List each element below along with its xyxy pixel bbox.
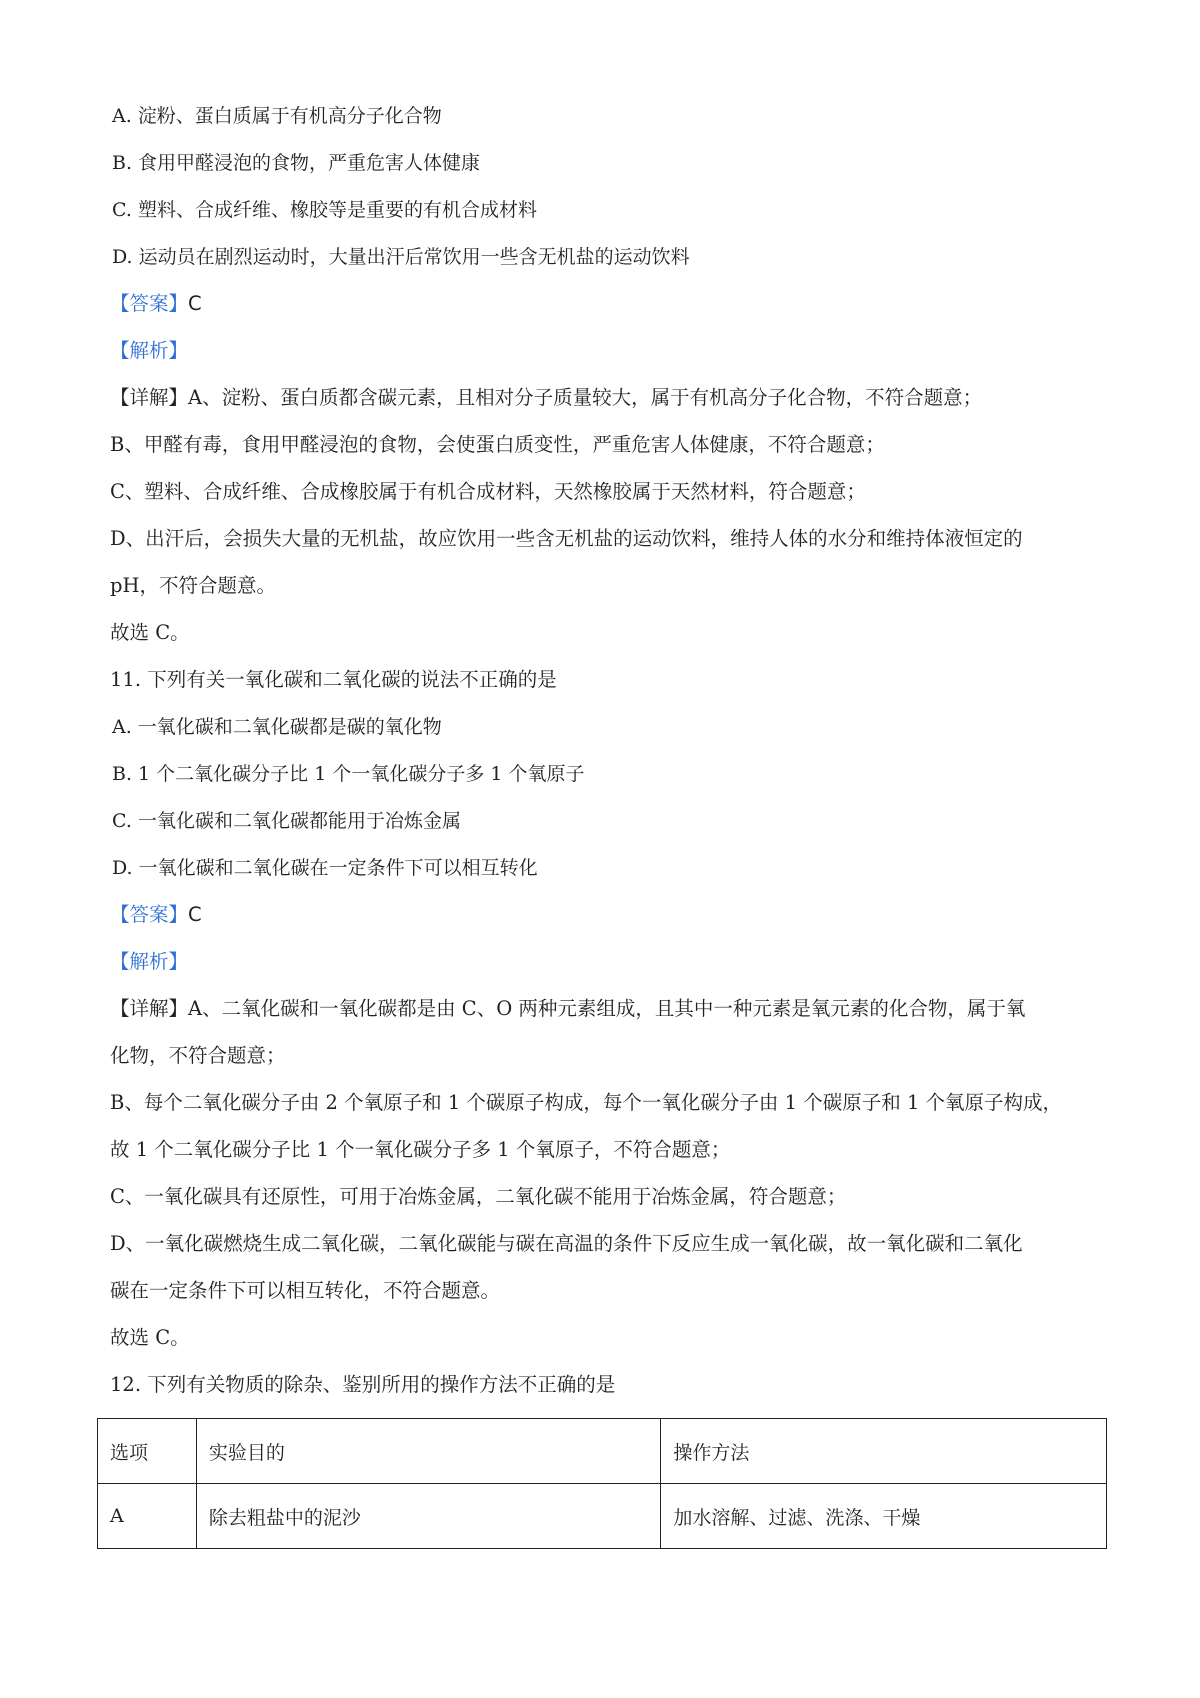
q10-option-c: C. 塑料、合成纤维、橡胶等是重要的有机合成材料 xyxy=(112,199,537,221)
q10-analysis-label: 【解析】 xyxy=(110,339,189,362)
q10-detail-line: C、塑料、合成纤维、合成橡胶属于有机合成材料，天然橡胶属于天然材料，符合题意； xyxy=(110,480,866,503)
detail-label: 【详解】 xyxy=(110,386,189,409)
q11-analysis-label: 【解析】 xyxy=(110,950,189,973)
table-cell: 除去粗盐中的泥沙 xyxy=(196,1484,661,1549)
table-row xyxy=(98,1484,1107,1549)
q10-detail-line: D、出汗后，会损失大量的无机盐，故应饮用一些含无机盐的运动饮料，维持人体的水分和维持体液恒定的 xyxy=(110,527,1023,550)
table-header-cell: 操作方法 xyxy=(661,1419,1107,1484)
q10-option-d: D. 运动员在剧烈运动时，大量出汗后常饮用一些含无机盐的运动饮料 xyxy=(112,246,690,268)
q11-option-a: A. 一氧化碳和二氧化碳都是碳的氧化物 xyxy=(112,716,442,738)
table-cell: 加水溶解、过滤、洗涤、干燥 xyxy=(661,1484,1107,1549)
q11-detail-line: C、一氧化碳具有还原性，可用于冶炼金属，二氧化碳不能用于冶炼金属，符合题意； xyxy=(110,1185,847,1208)
detail-label: 【详解】 xyxy=(110,997,189,1020)
table-header-cell: 实验目的 xyxy=(196,1419,661,1484)
q10-detail-line xyxy=(110,384,982,412)
q10-detail-line: B、甲醛有毒，食用甲醛浸泡的食物，会使蛋白质变性，严重危害人体健康，不符合题意； xyxy=(110,433,885,456)
answer-label: 【答案】 xyxy=(110,292,189,315)
q11-option-c: C. 一氧化碳和二氧化碳都能用于冶炼金属 xyxy=(112,810,461,832)
q11-detail-line: 化物，不符合题意； xyxy=(110,1044,286,1067)
q11-detail-line: 碳在一定条件下可以相互转化，不符合题意。 xyxy=(110,1279,501,1302)
table-header-cell: 选项 xyxy=(98,1419,197,1484)
q10-answer xyxy=(110,290,202,318)
q11-detail-line: 故 1 个二氧化碳分子比 1 个一氧化碳分子多 1 个氧原子，不符合题意； xyxy=(110,1138,731,1161)
q10-conclusion: 故选 C。 xyxy=(110,621,190,644)
q11-question: 11. 下列有关一氧化碳和二氧化碳的说法不正确的是 xyxy=(110,668,557,691)
q10-option-b: B. 食用甲醛浸泡的食物，严重危害人体健康 xyxy=(112,152,481,174)
q11-detail-line: D、一氧化碳燃烧生成二氧化碳，二氧化碳能与碳在高温的条件下反应生成一氧化碳，故一氧化碳和二氧化 xyxy=(110,1232,1023,1255)
answer-value: C xyxy=(188,292,202,315)
q10-option-a: A. 淀粉、蛋白质属于有机高分子化合物 xyxy=(112,105,442,127)
q10-detail-line: pH，不符合题意。 xyxy=(110,574,276,597)
answer-label: 【答案】 xyxy=(110,903,189,926)
q12-question: 12. 下列有关物质的除杂、鉴别所用的操作方法不正确的是 xyxy=(110,1373,616,1396)
answer-value: C xyxy=(188,903,202,926)
q11-detail-line xyxy=(110,995,1025,1023)
table-cell: A xyxy=(98,1484,197,1549)
q11-option-d: D. 一氧化碳和二氧化碳在一定条件下可以相互转化 xyxy=(112,857,538,879)
q11-detail-line: B、每个二氧化碳分子由 2 个氧原子和 1 个碳原子构成，每个一氧化碳分子由 1 个碳原子和 1 个氧原子构成， xyxy=(110,1091,1063,1114)
q11-conclusion: 故选 C。 xyxy=(110,1326,190,1349)
table-header-row xyxy=(98,1419,1107,1484)
q11-answer xyxy=(110,901,202,929)
detail-text: A、淀粉、蛋白质都含碳元素，且相对分子质量较大，属于有机高分子化合物，不符合题意； xyxy=(188,386,983,409)
q12-table xyxy=(97,1418,1107,1549)
detail-text: A、二氧化碳和一氧化碳都是由 C、O 两种元素组成，且其中一种元素是氧元素的化合物，属于氧 xyxy=(188,997,1026,1020)
q11-option-b: B. 1 个二氧化碳分子比 1 个一氧化碳分子多 1 个氧原子 xyxy=(112,763,585,785)
